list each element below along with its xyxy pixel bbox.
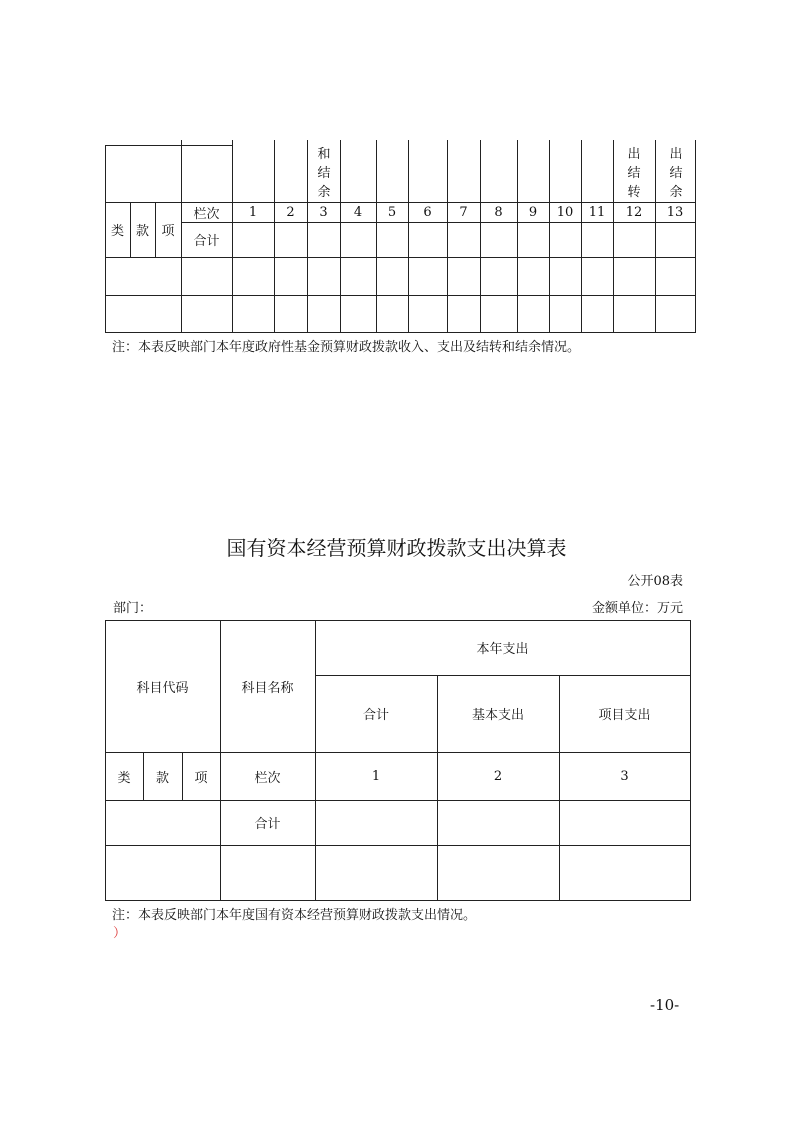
- header-fragment: 出结转: [627, 147, 641, 200]
- subheader-project: 项目支出: [598, 708, 651, 723]
- column-line: [307, 140, 308, 332]
- column-number: 8: [494, 204, 503, 220]
- column-line: [695, 140, 696, 332]
- column-number: 10: [556, 204, 574, 220]
- column-number: 11: [588, 204, 606, 220]
- column-number: 9: [528, 204, 538, 220]
- column-number: 4: [353, 204, 363, 220]
- page-title: 国有资本经营预算财政拨款支出决算表: [226, 536, 567, 560]
- code-label-section: 款: [135, 224, 149, 239]
- row-label: 栏次: [193, 206, 220, 222]
- department-label: 部门：: [113, 601, 153, 616]
- column-number: 1: [371, 768, 381, 784]
- column-number: 6: [423, 204, 432, 220]
- header-fragment: 出结余: [669, 147, 683, 200]
- column-number: 1: [248, 204, 258, 220]
- column-line: [274, 140, 275, 332]
- column-number: 3: [620, 768, 629, 784]
- column-number: 5: [387, 204, 397, 220]
- column-line: [581, 140, 582, 332]
- unit-label: 金额单位：万元: [591, 601, 683, 616]
- code-label-class: 类: [117, 770, 131, 786]
- column-line: [376, 140, 377, 332]
- code-label-item: 项: [194, 770, 208, 786]
- table-note: 注：本表反映部门本年度政府性基金预算财政拨款收入、支出及结转和结余情况。: [112, 340, 581, 355]
- name-header: 科目名称: [241, 680, 294, 696]
- code-label-class: 类: [110, 224, 124, 239]
- column-number: 13: [666, 204, 684, 220]
- table-id: 公开08表: [627, 574, 683, 589]
- column-line: [613, 140, 614, 332]
- column-line: [549, 140, 550, 332]
- subheader-basic: 基本支出: [471, 708, 524, 723]
- column-line: [655, 140, 656, 332]
- code-label-section: 款: [155, 770, 169, 786]
- subheader-total: 合计: [362, 708, 389, 723]
- header-fragment: 和结余: [317, 147, 331, 200]
- column-line: [232, 140, 233, 332]
- column-number: 3: [319, 204, 328, 220]
- column-line: [517, 140, 518, 332]
- column-line: [408, 140, 409, 332]
- table-note: 注：本表反映部门本年度国有资本经营预算财政拨款支出情况。: [112, 908, 477, 923]
- total-label: 合计: [193, 234, 220, 249]
- column-number: 2: [493, 768, 503, 784]
- column-number: 7: [459, 204, 468, 220]
- column-line: [480, 140, 481, 332]
- total-label: 合计: [254, 817, 281, 832]
- code-header: 科目代码: [136, 680, 189, 696]
- column-number: 12: [625, 204, 643, 220]
- row-label: 栏次: [254, 770, 281, 786]
- column-line: [447, 140, 448, 332]
- expense-header: 本年支出: [476, 642, 529, 657]
- column-number: 2: [286, 204, 295, 220]
- code-label-item: 项: [161, 224, 175, 239]
- column-line: [340, 140, 341, 332]
- page-number: -10-: [650, 996, 680, 1014]
- stray-mark: ）: [113, 926, 127, 941]
